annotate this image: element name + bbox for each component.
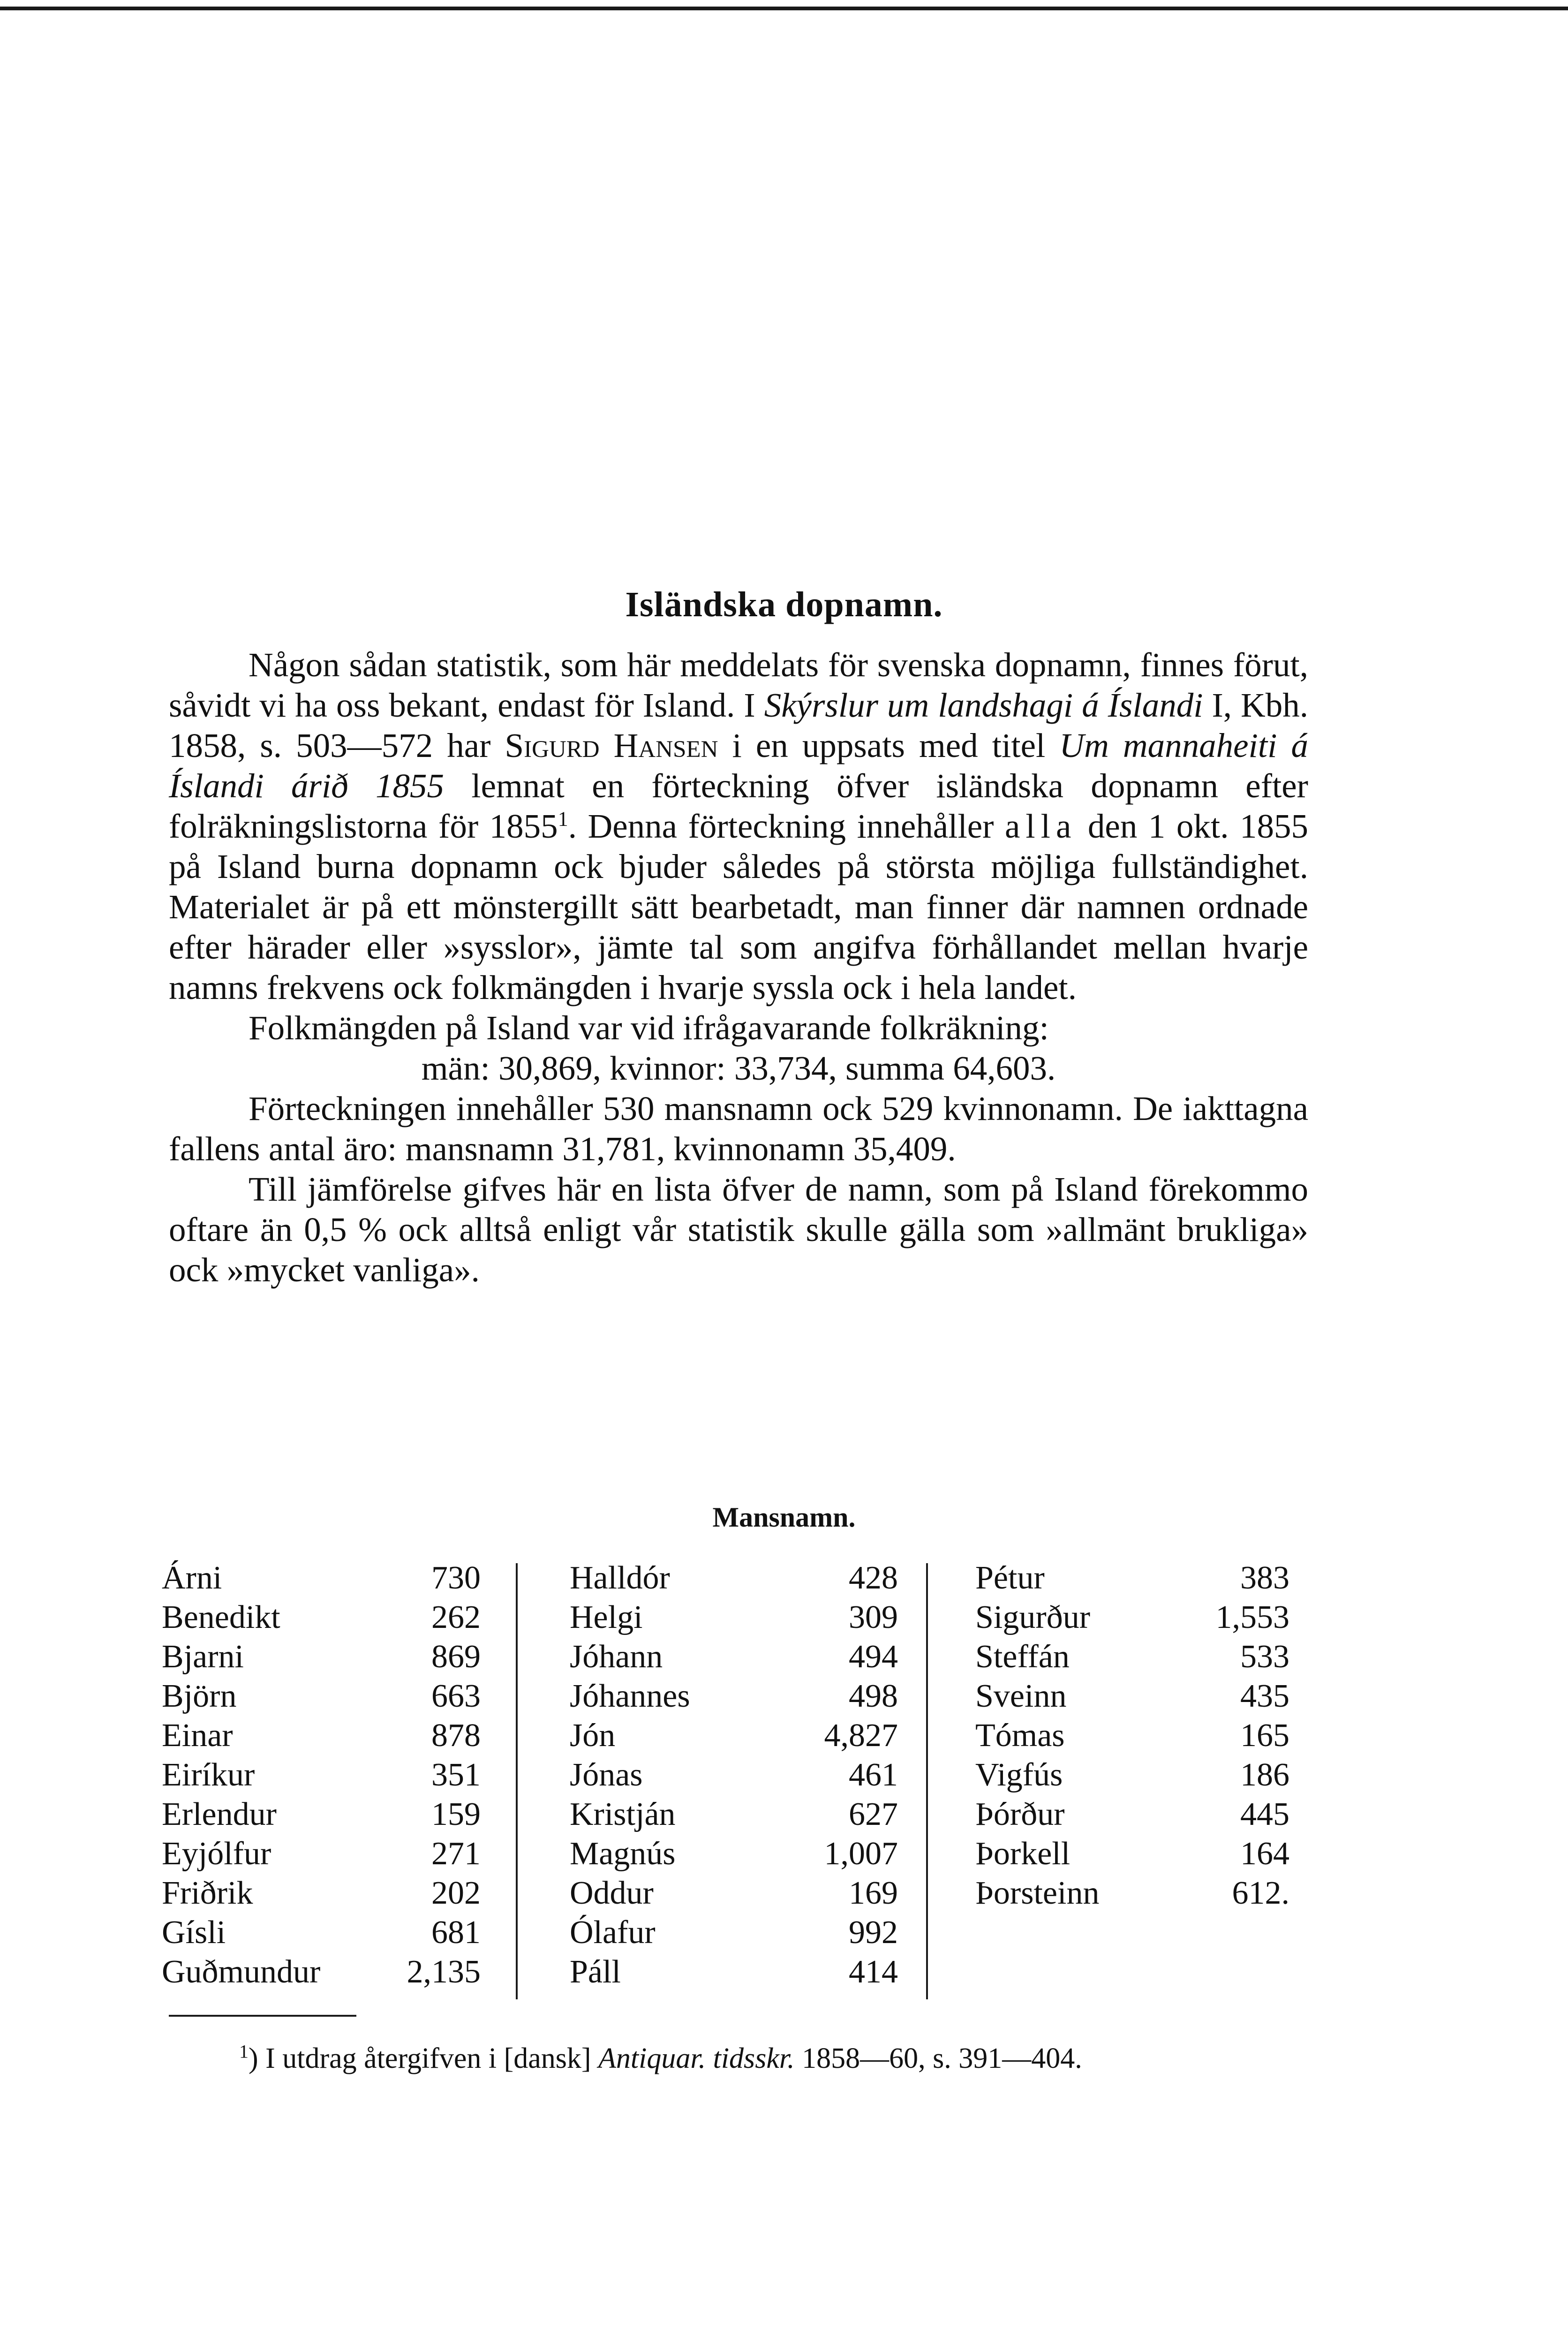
table-row bbox=[975, 1598, 1289, 1637]
body-text bbox=[169, 645, 1308, 1290]
count-cell: 681 bbox=[431, 1914, 481, 1951]
count-cell: 445 bbox=[1240, 1796, 1289, 1832]
paragraph-4: Till jämförelse gifves här en lista öfver de namn, som på Island förekommo oftare än 0,5 % ock alltså enligt vår statistik skulle gälla som »allmänt brukliga» ock »mycket vanliga». bbox=[169, 1170, 1308, 1289]
footnote-text-a: ) I utdrag återgifven i [dansk] bbox=[249, 2042, 599, 2074]
name-cell: Magnús bbox=[570, 1836, 676, 1872]
count-cell: 1,553 bbox=[1215, 1599, 1289, 1635]
count-cell: 351 bbox=[431, 1757, 481, 1793]
count-cell: 309 bbox=[849, 1599, 898, 1635]
name-cell: Bjarni bbox=[162, 1639, 244, 1675]
name-cell: Tómas bbox=[975, 1717, 1065, 1754]
p1-author: Sigurd Hansen bbox=[505, 726, 718, 764]
table-row bbox=[162, 1755, 481, 1795]
table-row bbox=[975, 1755, 1289, 1795]
count-cell: 1,007 bbox=[824, 1836, 898, 1872]
page-title: Isländska dopnamn. bbox=[625, 584, 943, 624]
count-cell: 498 bbox=[849, 1678, 898, 1714]
p1-text-c: i en uppsats med titel bbox=[718, 726, 1060, 764]
count-cell: 730 bbox=[431, 1560, 481, 1596]
count-cell: 878 bbox=[431, 1717, 481, 1754]
count-cell: 992 bbox=[849, 1914, 898, 1951]
footnote-marker: 1 bbox=[239, 2041, 249, 2062]
table-row bbox=[570, 1637, 898, 1677]
name-cell: Þorkell bbox=[975, 1836, 1070, 1872]
count-cell: 262 bbox=[431, 1599, 481, 1635]
name-cell: Þórður bbox=[975, 1796, 1065, 1832]
count-cell: 494 bbox=[849, 1639, 898, 1675]
top-rule bbox=[0, 7, 1568, 10]
name-cell: Sigurður bbox=[975, 1599, 1090, 1635]
p1-text-b: I, Kbh. 1858, s. 503—572 har bbox=[169, 686, 1308, 764]
name-cell: Árni bbox=[162, 1560, 222, 1596]
count-cell: 533 bbox=[1240, 1639, 1289, 1675]
footnote-text-b: 1858—60, s. 391—404. bbox=[794, 2042, 1082, 2074]
count-cell: 627 bbox=[849, 1796, 898, 1832]
count-cell: 4,827 bbox=[824, 1717, 898, 1754]
name-cell: Eyjólfur bbox=[162, 1836, 271, 1872]
name-cell: Erlendur bbox=[162, 1796, 277, 1832]
table-row bbox=[570, 1795, 898, 1834]
names-column-3 bbox=[975, 1558, 1463, 1913]
count-cell: 461 bbox=[849, 1757, 898, 1793]
count-cell: 169 bbox=[849, 1875, 898, 1911]
name-cell: Pétur bbox=[975, 1560, 1045, 1596]
name-cell: Einar bbox=[162, 1717, 233, 1754]
name-cell: Oddur bbox=[570, 1875, 654, 1911]
name-cell: Benedikt bbox=[162, 1599, 280, 1635]
count-cell: 164 bbox=[1240, 1836, 1289, 1872]
name-cell: Páll bbox=[570, 1954, 621, 1990]
p1-text-d: lemnat en förteckning öfver isländska dopnamn efter folräkningslistorna för 1855 bbox=[169, 767, 1308, 845]
count-cell: 165 bbox=[1240, 1717, 1289, 1754]
name-cell: Vigfús bbox=[975, 1757, 1063, 1793]
table-row bbox=[162, 1795, 481, 1834]
table-row bbox=[570, 1834, 898, 1874]
table-row bbox=[570, 1558, 898, 1598]
table-row bbox=[570, 1952, 898, 1992]
name-cell: Jóhann bbox=[570, 1639, 663, 1675]
footnote bbox=[169, 2039, 1308, 2078]
table-row bbox=[162, 1637, 481, 1677]
count-cell: 663 bbox=[431, 1678, 481, 1714]
p1-text-e: . Denna förteckning innehåller bbox=[568, 807, 1005, 845]
table-row bbox=[975, 1874, 1289, 1913]
table-row bbox=[975, 1637, 1289, 1677]
name-cell: Friðrik bbox=[162, 1875, 253, 1911]
table-row bbox=[975, 1716, 1289, 1755]
name-cell: Jóhannes bbox=[570, 1678, 690, 1714]
p1-text-f: den 1 okt. 1855 på Island burna dopnamn ock bjuder således på största möjliga fullständighet. Materialet är på ett mönstergillt sätt bearbetadt, man finner där namnen ordnade efter härader eller »sysslor», jämte tal som angifva förhållandet mellan hvarje namns frekvens ock folkmängden i hvarje syssla ock i hela landet. bbox=[169, 807, 1309, 1006]
p1-text-a: Någon sådan statistik, som här meddelats för svenska dopnamn, finnes förut, såvidt vi ha oss bekant, endast för Island. I bbox=[169, 646, 1308, 724]
name-cell: Kristján bbox=[570, 1796, 676, 1832]
table-row bbox=[570, 1874, 898, 1913]
name-cell: Sveinn bbox=[975, 1678, 1067, 1714]
count-cell: 383 bbox=[1240, 1560, 1289, 1596]
table-row bbox=[975, 1834, 1289, 1874]
names-column-1 bbox=[162, 1558, 528, 1992]
column-divider bbox=[516, 1563, 518, 1999]
table-row bbox=[975, 1795, 1289, 1834]
footnote-journal-title: Antiquar. tidsskr. bbox=[598, 2042, 795, 2074]
table-row bbox=[162, 1834, 481, 1874]
count-cell: 428 bbox=[849, 1560, 898, 1596]
paragraph-2: Folkmängden på Island var vid ifrågavarande folkräkning: bbox=[249, 1009, 1049, 1047]
name-cell: Helgi bbox=[570, 1599, 643, 1635]
count-cell: 435 bbox=[1240, 1678, 1289, 1714]
table-row bbox=[162, 1558, 481, 1598]
name-cell: Jónas bbox=[570, 1757, 643, 1793]
footnote-reference: 1 bbox=[558, 807, 568, 831]
table-caption: Mansnamn. bbox=[712, 1502, 856, 1533]
count-cell: 186 bbox=[1240, 1757, 1289, 1793]
table-row bbox=[162, 1677, 481, 1716]
footnote-rule bbox=[169, 2015, 356, 2017]
p1-work-title-2: Um mannaheiti á Íslandi árið 1855 bbox=[169, 726, 1308, 805]
count-cell: 612. bbox=[1232, 1875, 1289, 1911]
name-cell: Ólafur bbox=[570, 1914, 656, 1951]
table-row bbox=[570, 1598, 898, 1637]
table-row bbox=[162, 1952, 481, 1992]
table-row bbox=[162, 1598, 481, 1637]
name-cell: Björn bbox=[162, 1678, 237, 1714]
table-row bbox=[570, 1716, 898, 1755]
population-line: män: 30,869, kvinnor: 33,734, summa 64,603. bbox=[421, 1049, 1056, 1087]
count-cell: 414 bbox=[849, 1954, 898, 1990]
name-cell: Þorsteinn bbox=[975, 1875, 1100, 1911]
paragraph-3: Förteckningen innehåller 530 mansnamn ock 529 kvinnonamn. De iakttagna fallens antal äro: mansnamn 31,781, kvinnonamn 35,409. bbox=[169, 1089, 1308, 1168]
name-cell: Guðmundur bbox=[162, 1954, 321, 1990]
table-row bbox=[570, 1913, 898, 1952]
name-cell: Halldór bbox=[570, 1560, 670, 1596]
table-row bbox=[162, 1716, 481, 1755]
p1-emphasis-alla: alla bbox=[1005, 807, 1077, 845]
name-cell: Eiríkur bbox=[162, 1757, 255, 1793]
table-row bbox=[162, 1874, 481, 1913]
count-cell: 869 bbox=[431, 1639, 481, 1675]
p1-work-title-1: Skýrslur um landshagi á Íslandi bbox=[764, 686, 1203, 724]
count-cell: 271 bbox=[431, 1836, 481, 1872]
table-row bbox=[162, 1913, 481, 1952]
table-row bbox=[975, 1677, 1289, 1716]
count-cell: 202 bbox=[431, 1875, 481, 1911]
table-row bbox=[570, 1677, 898, 1716]
name-cell: Gísli bbox=[162, 1914, 226, 1951]
count-cell: 2,135 bbox=[407, 1954, 481, 1990]
paragraph-1 bbox=[169, 645, 1308, 1008]
names-table bbox=[162, 1558, 1301, 1999]
table-row bbox=[570, 1755, 898, 1795]
table-row bbox=[975, 1558, 1289, 1598]
name-cell: Jón bbox=[570, 1717, 616, 1754]
column-divider bbox=[926, 1563, 928, 1999]
count-cell: 159 bbox=[431, 1796, 481, 1832]
name-cell: Steffán bbox=[975, 1639, 1070, 1675]
